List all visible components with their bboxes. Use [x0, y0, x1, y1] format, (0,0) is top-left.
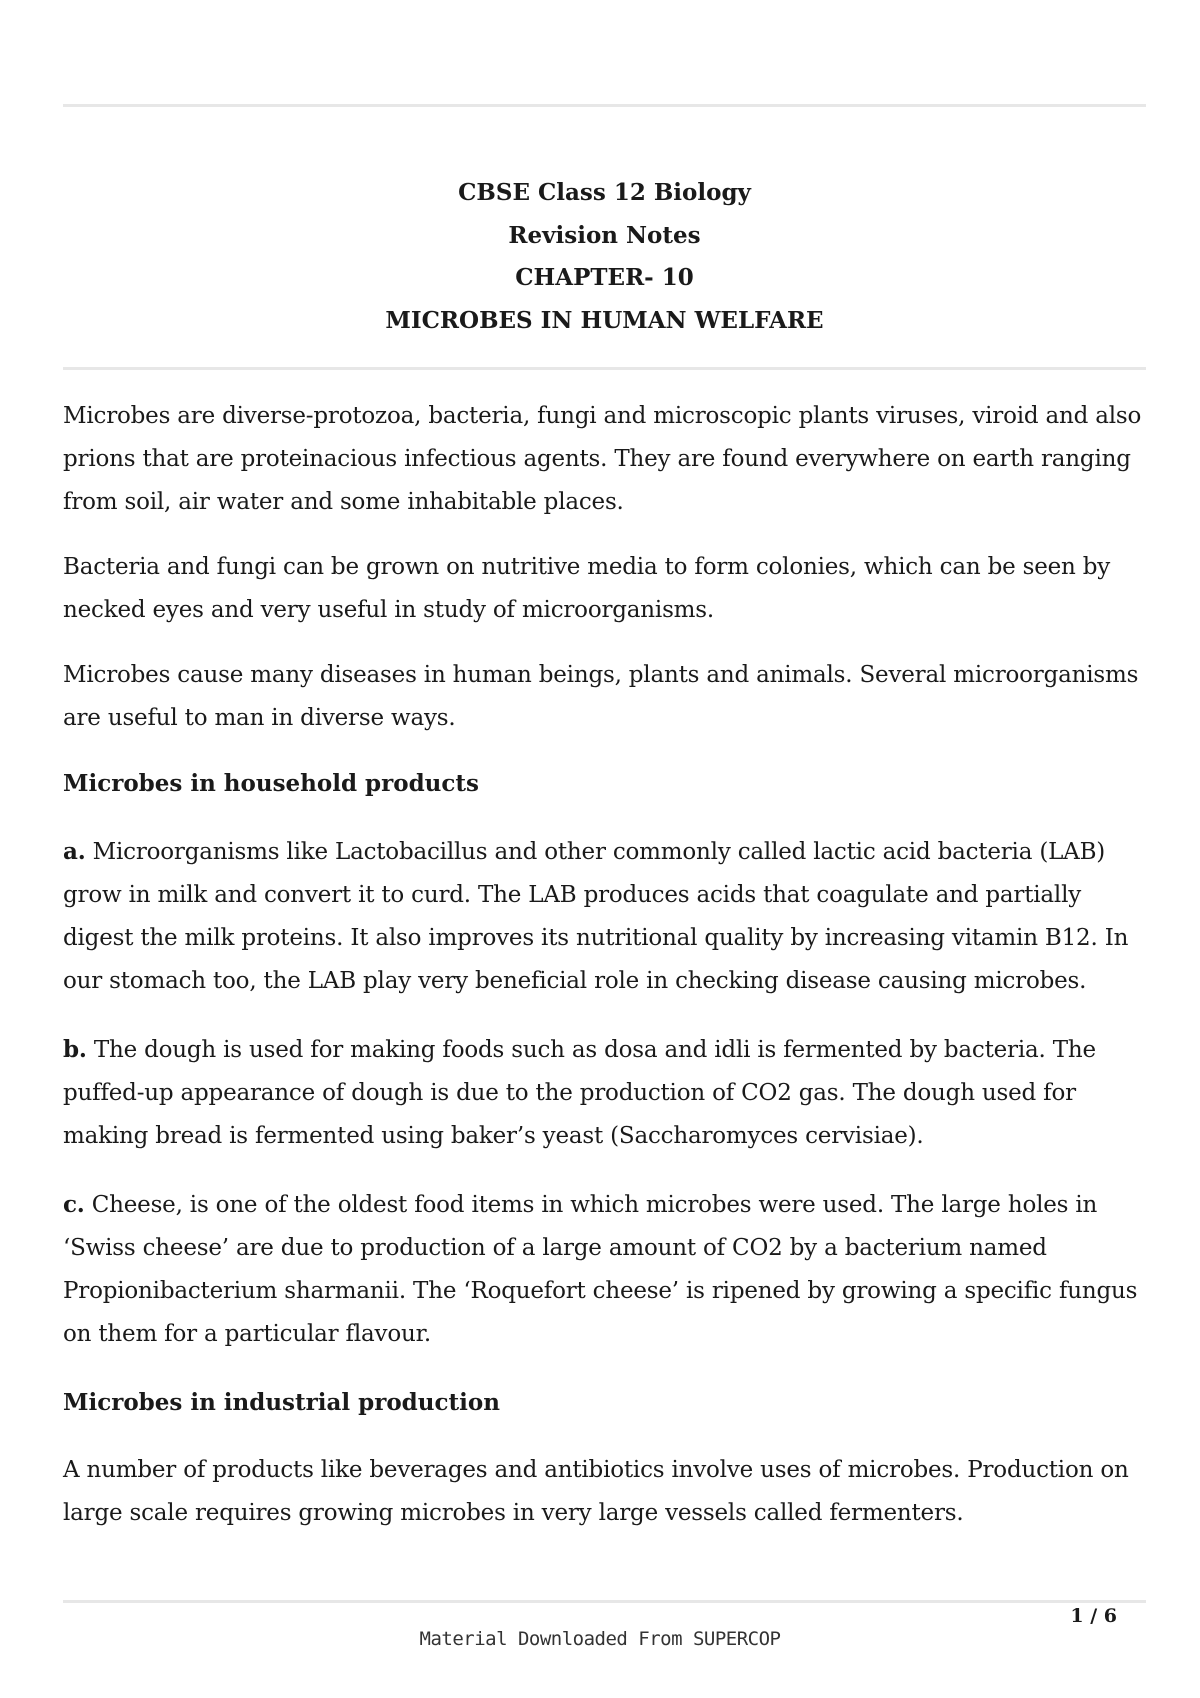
header-chapter-title: MICROBES IN HUMAN WELFARE [385, 306, 824, 334]
paragraph-intro: Microbes are diverse-protozoa, bacteria, fungi and microscopic plants viruses, viroid and also prions that are proteinacious infectious agents. They are found everywhere on earth ranging from soil, air water and some inhabitable places. [63, 403, 1142, 515]
list-item-b [63, 1028, 1146, 1158]
header-divider [63, 367, 1146, 370]
list-item-label: c. [63, 1191, 85, 1218]
header-subject: CBSE Class 12 Biology [458, 179, 751, 206]
list-item-a [63, 830, 1146, 1003]
list-item-c [63, 1183, 1146, 1356]
section-heading-household: Microbes in household products [63, 770, 479, 797]
paragraph-fermenters: A number of products like beverages and antibiotics involve uses of microbes. Production on large scale requires growing microbes in very large vessels called fermenters. [63, 1457, 1129, 1526]
list-item-label: b. [63, 1036, 87, 1063]
paragraph-cultures: Bacteria and fungi can be grown on nutritive media to form colonies, which can be seen by necked eyes and very useful in study of microorganisms. [63, 554, 1111, 623]
footer-divider [63, 1600, 1146, 1603]
section-heading-industrial: Microbes in industrial production [63, 1389, 500, 1416]
header-notes-title: Revision Notes [508, 221, 701, 249]
list-item-text: Microorganisms like Lactobacillus and other commonly called lactic acid bacteria (LAB) grow in milk and convert it to curd. The LAB produces acids that coagulate and partially digest the milk proteins. It also improves its nutritional quality by increasing vitamin B12. In our stomach too, the LAB play very beneficial role in checking disease causing microbes. [63, 839, 1129, 994]
list-item-label: a. [63, 838, 86, 865]
page-number: 1 / 6 [1070, 1605, 1117, 1627]
paragraph-diseases: Microbes cause many diseases in human beings, plants and animals. Several microorganisms are useful to man in diverse ways. [63, 662, 1139, 731]
document-header [63, 172, 1146, 342]
top-divider [63, 104, 1146, 107]
list-item-text: Cheese, is one of the oldest food items in which microbes were used. The large holes in ‘Swiss cheese’ are due to production of a large amount of CO2 by a bacterium named Propionibacterium sharmanii. The ‘Roquefort cheese’ is ripened by growing a specific fungus on them for a particular flavour. [63, 1192, 1138, 1347]
document-body [63, 395, 1146, 1535]
header-chapter: CHAPTER- 10 [515, 264, 694, 291]
list-item-text: The dough is used for making foods such as dosa and idli is fermented by bacteria. The puffed-up appearance of dough is due to the production of CO2 gas. The dough used for making bread is fermented using baker’s yeast (Saccharomyces cervisiae). [63, 1037, 1096, 1149]
footer-text: Material Downloaded From SUPERCOP [419, 1628, 781, 1650]
